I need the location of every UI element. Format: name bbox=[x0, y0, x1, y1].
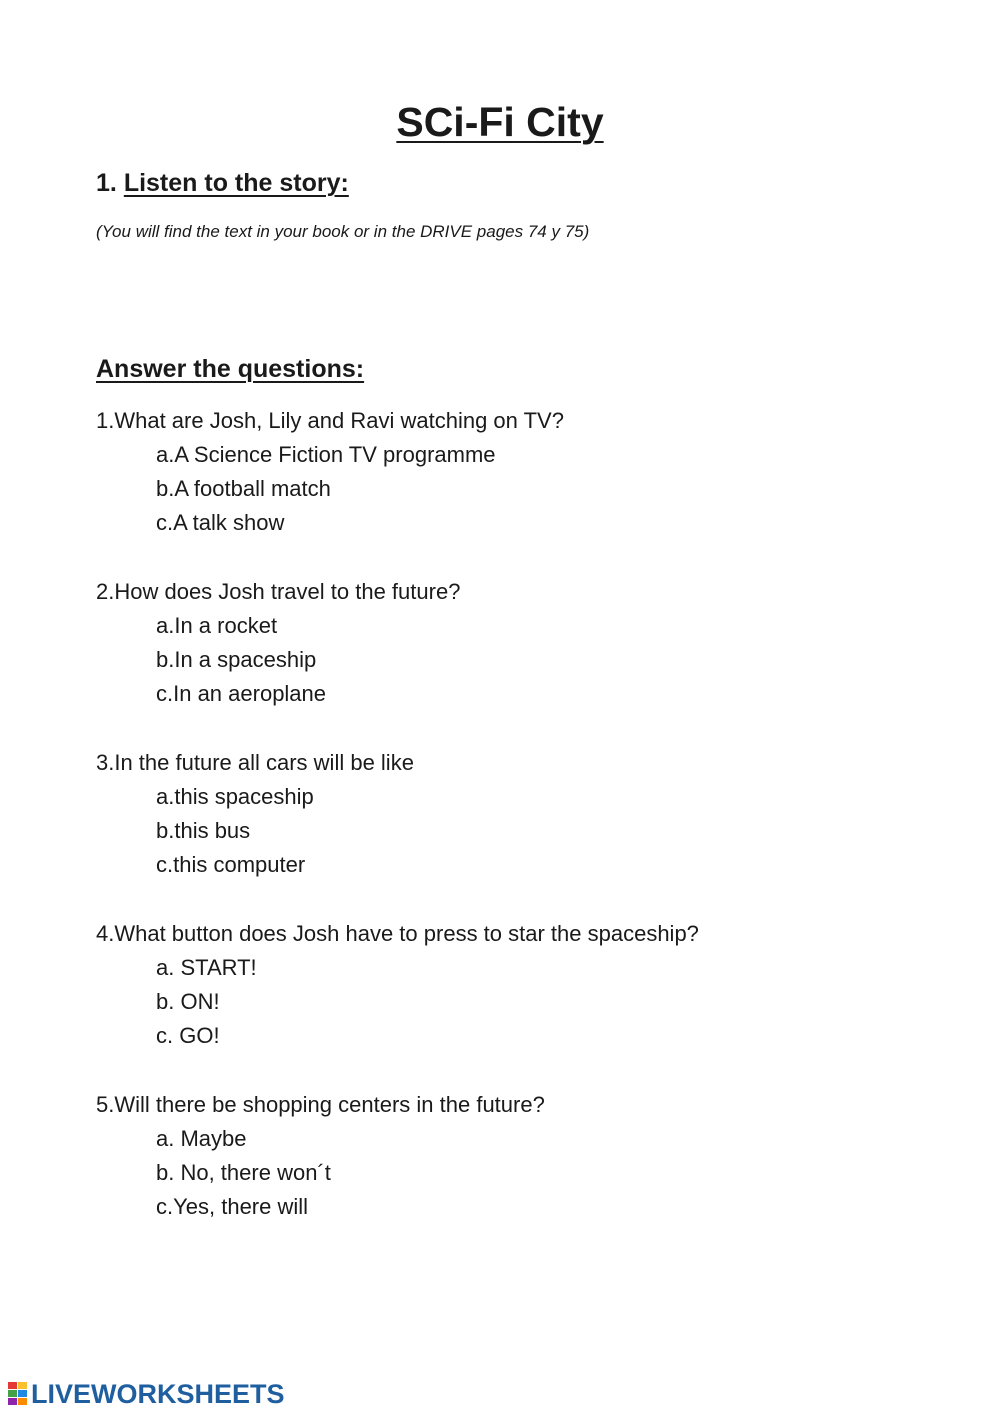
answer-option[interactable]: c.Yes, there will bbox=[156, 1194, 309, 1219]
answer-heading: Answer the questions: bbox=[96, 355, 365, 383]
answer-option[interactable]: b. ON! bbox=[156, 989, 220, 1014]
answer-option[interactable]: a.In a rocket bbox=[156, 613, 278, 638]
question-text: 4.What button does Josh have to press to star the spaceship? bbox=[96, 921, 699, 946]
answer-option[interactable]: b.In a spaceship bbox=[156, 647, 317, 672]
page-title: SCi-Fi City bbox=[396, 99, 604, 145]
question-block bbox=[96, 576, 956, 712]
answer-option[interactable]: b.A football match bbox=[156, 476, 331, 501]
answer-option[interactable]: b. No, there won´t bbox=[156, 1160, 331, 1185]
question-text: 1.What are Josh, Lily and Ravi watching on TV? bbox=[96, 408, 564, 433]
logo-tile bbox=[8, 1382, 17, 1389]
answer-option[interactable]: c.A talk show bbox=[156, 510, 285, 535]
answer-option[interactable]: a. START! bbox=[156, 955, 257, 980]
answer-option[interactable]: a.this spaceship bbox=[156, 784, 314, 809]
instruction-note: (You will find the text in your book or in the DRIVE pages 74 y 75) bbox=[96, 222, 590, 241]
logo-tile bbox=[8, 1390, 17, 1397]
logo-tile bbox=[18, 1390, 27, 1397]
liveworksheets-logo[interactable] bbox=[8, 1378, 285, 1410]
question-block bbox=[96, 405, 956, 541]
liveworksheets-logo-icon bbox=[8, 1382, 28, 1406]
logo-tile bbox=[18, 1398, 27, 1405]
answer-option[interactable]: b.this bus bbox=[156, 818, 251, 843]
question-block bbox=[96, 918, 956, 1054]
logo-text: LIVEWORKSHEETS bbox=[31, 1379, 285, 1409]
section-heading-listen bbox=[96, 166, 349, 200]
question-block bbox=[96, 1089, 956, 1225]
answer-option[interactable]: c.this computer bbox=[156, 852, 306, 877]
section-number: 1. bbox=[96, 169, 117, 197]
question-text: 5.Will there be shopping centers in the future? bbox=[96, 1092, 545, 1117]
answer-option[interactable]: c. GO! bbox=[156, 1023, 220, 1048]
answer-option[interactable]: a. Maybe bbox=[156, 1126, 247, 1151]
question-text: 2.How does Josh travel to the future? bbox=[96, 579, 461, 604]
question-text: 3.In the future all cars will be like bbox=[96, 750, 414, 775]
answer-option[interactable]: a.A Science Fiction TV programme bbox=[156, 442, 496, 467]
logo-tile bbox=[8, 1398, 17, 1405]
answer-option[interactable]: c.In an aeroplane bbox=[156, 681, 327, 706]
logo-tile bbox=[18, 1382, 27, 1389]
section-label: Listen to the story: bbox=[123, 169, 349, 197]
question-block bbox=[96, 747, 956, 883]
